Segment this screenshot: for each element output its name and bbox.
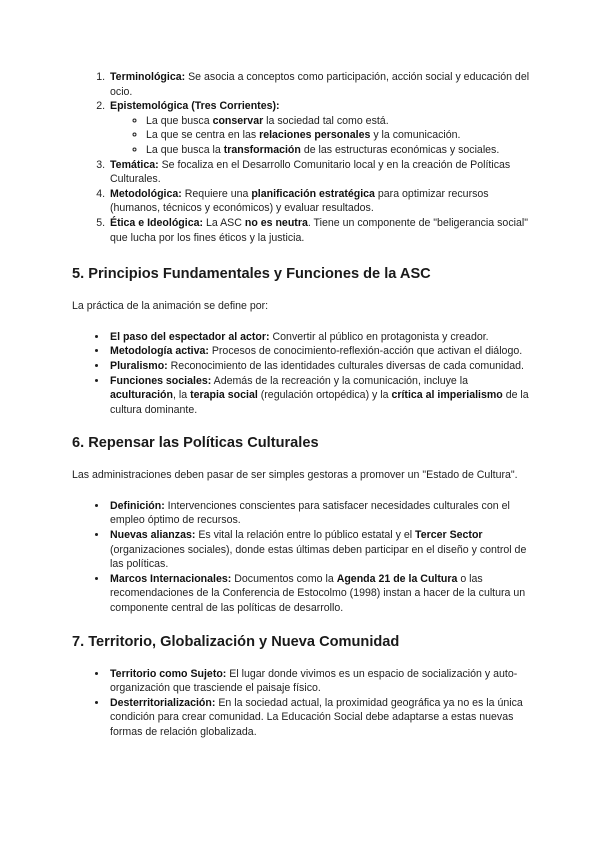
list-item: • Nuevas alianzas: Es vital la relación entre lo público estatal y el Tercer Sector (organizaciones sociales), donde estas últimas deben participar en el diseño y control de las políticas. [108,528,532,572]
intro-numbered-list [72,70,532,245]
section-5-list [72,330,532,418]
section-5-heading: 5. Principios Fundamentales y Funciones de la ASC [72,266,431,283]
section-7-heading: 7. Territorio, Globalización y Nueva Comunidad [72,633,400,650]
section-6-intro: Las administraciones deben pasar de ser simples gestoras a promover un "Estado de Cultura". [72,469,518,482]
section-6-heading: 6. Repensar las Políticas Culturales [72,435,319,452]
corrientes-sublist [110,114,532,158]
list-item: 5. Ética e Ideológica: La ASC no es neutra. Tiene un componente de "beligerancia social" que lucha por los fines éticos y la justicia. [108,216,532,245]
sublist-item: ◦ La que busca conservar la sociedad tal como está. [146,114,532,129]
list-item: • Definición: Intervenciones conscientes para satisfacer necesidades culturales con el empleo óptimo de recursos. [108,499,532,528]
list-item: 3. Temática: Se focaliza en el Desarrollo Comunitario local y en la creación de Políticas Culturales. [108,158,532,187]
sublist-item: ◦ La que busca la transformación de las estructuras económicas y sociales. [146,143,532,158]
list-item: 1. Terminológica: Se asocia a conceptos como participación, acción social y educación del ocio. [108,70,532,99]
list-item: • Pluralismo: Reconocimiento de las identidades culturales diversas de cada comunidad. [108,359,532,374]
list-item: • Territorio como Sujeto: El lugar donde vivimos es un espacio de socialización y auto-organización que trasciende el paisaje físico. [108,667,532,696]
section-6-list [72,499,532,616]
list-item: 4. Metodológica: Requiere una planificación estratégica para optimizar recursos (humanos, técnicos y económicos) y evaluar resultados. [108,187,532,216]
section-5-intro: La práctica de la animación se define por: [72,300,269,313]
list-item: • Marcos Internacionales: Documentos como la Agenda 21 de la Cultura o las recomendaciones de la Conferencia de Estocolmo (1998) instan a hacer de la cultura un componente central de las políticas de desarrollo. [108,572,532,616]
list-item: • Metodología activa: Procesos de conocimiento-reflexión-acción que activan el diálogo. [108,344,532,359]
section-7-list [72,667,532,740]
list-item: • El paso del espectador al actor: Convertir al público en protagonista y creador. [108,330,532,345]
list-item: 2. Epistemológica (Tres Corrientes): ◦ La que busca conservar la sociedad tal como está. ◦ La que se centra en las relaciones personales y la comunicación. ◦ La que busca la transformación de las estructuras económicas y sociales. [108,99,532,157]
list-item: • Funciones sociales: Además de la recreación y la comunicación, incluye la aculturación, la terapia social (regulación ortopédica) y la crítica al imperialismo de la cultura dominante. [108,374,532,418]
sublist-item: ◦ La que se centra en las relaciones personales y la comunicación. [146,128,532,143]
list-item: • Desterritorialización: En la sociedad actual, la proximidad geográfica ya no es la única condición para crear comunidad. La Educación Social debe adaptarse a estas nuevas formas de relación globalizada. [108,696,532,740]
